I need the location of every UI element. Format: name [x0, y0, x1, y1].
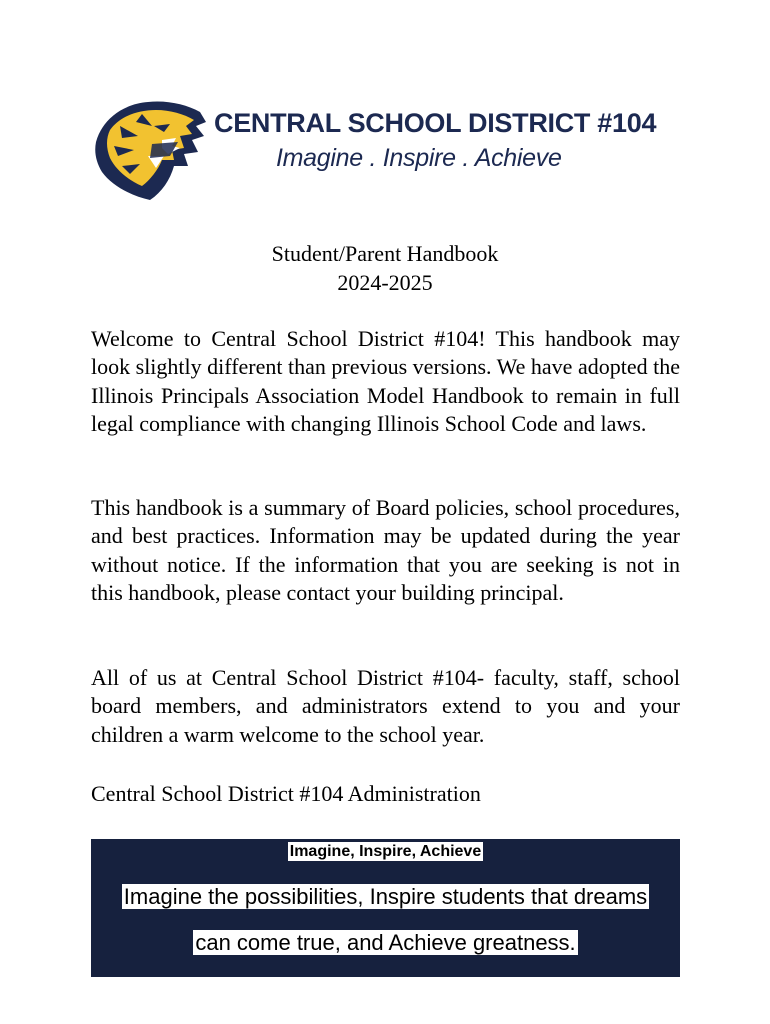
- handbook-year: 2024-2025: [337, 270, 433, 295]
- administration-signature: Central School District #104 Administration: [91, 781, 481, 806]
- handbook-title: Student/Parent Handbook: [271, 241, 499, 266]
- greeting-paragraph: All of us at Central School District #104- faculty, staff, school board members, and administrators extend to you and your children a warm welcome to the school year.: [91, 665, 680, 747]
- summary-paragraph: This handbook is a summary of Board policies, school procedures, and best practices. Information may be updated during the year without notice. If the information that you are seeking is not in this handbook, please contact your building principal.: [91, 495, 680, 605]
- district-name: CENTRAL SCHOOL DISTRICT #104: [214, 108, 657, 138]
- tiger-mascot-icon: [92, 96, 210, 202]
- district-logo: [92, 96, 672, 202]
- motto-heading: Imagine, Inspire, Achieve: [289, 843, 482, 860]
- district-tagline: Imagine . Inspire . Achieve: [276, 144, 562, 172]
- motto-banner: [91, 839, 680, 977]
- welcome-paragraph: Welcome to Central School District #104! This handbook may look slightly different than previous versions. We have adopted the Illinois Principals Association Model Handbook to remain in full legal compliance with changing Illinois School Code and laws.: [91, 326, 680, 436]
- motto-line-1: Imagine the possibilities, Inspire students that dreams: [123, 884, 648, 909]
- motto-line-2: can come true, and Achieve greatness.: [195, 930, 576, 955]
